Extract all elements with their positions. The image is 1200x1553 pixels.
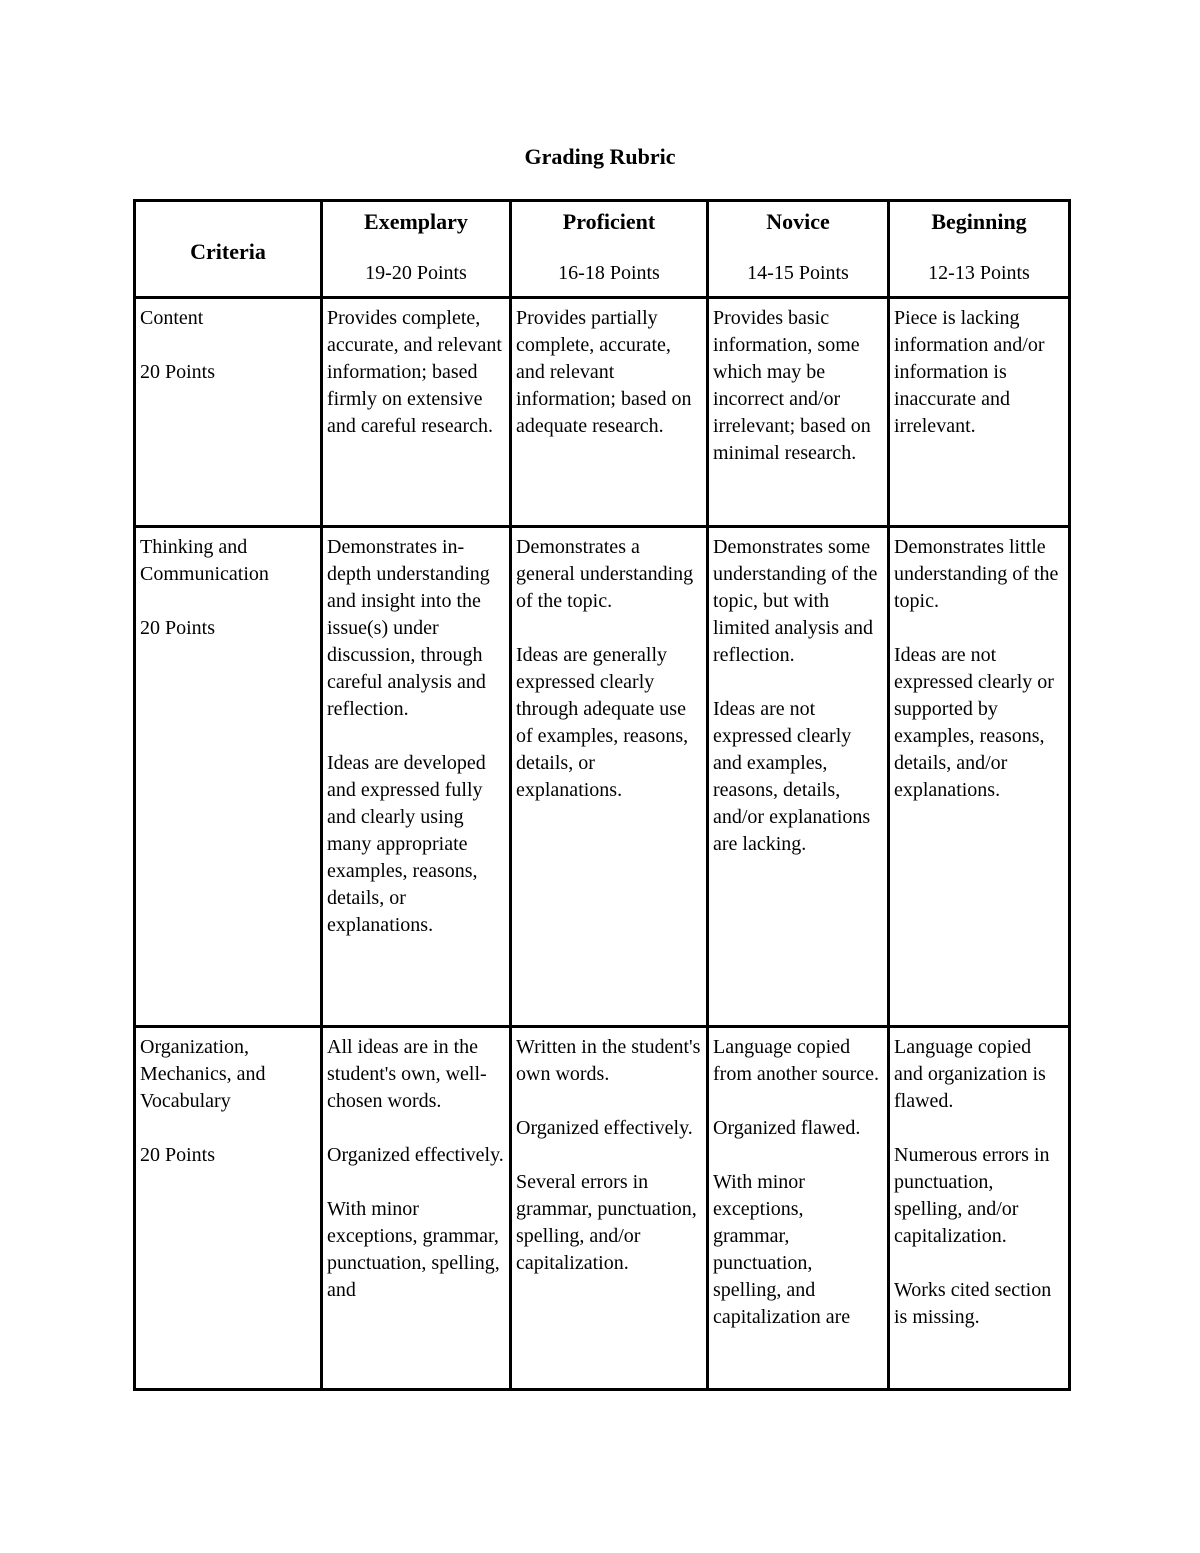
- page-title: Grading Rubric: [524, 144, 676, 169]
- level-points: 14-15 Points: [747, 262, 849, 284]
- level-name: Novice: [766, 209, 830, 234]
- criteria-name: Organization, Mechanics, and Vocabulary: [140, 1036, 266, 1112]
- rubric-cell: [322, 527, 511, 1027]
- criteria-cell: [135, 298, 322, 527]
- rubric-cell: [511, 1027, 708, 1390]
- cell-text: Ideas are not expressed clearly and examples, reasons, details, and/or explanations are lacking.: [713, 698, 871, 855]
- cell-text: With minor exceptions, grammar, punctuation, spelling, and: [327, 1198, 500, 1301]
- rubric-cell: [322, 1027, 511, 1390]
- criteria-header: [135, 201, 322, 298]
- level-points: 12-13 Points: [928, 262, 1030, 284]
- rubric-cell: [708, 1027, 889, 1390]
- cell-text: Organized effectively.: [327, 1144, 504, 1166]
- rubric-cell: [511, 298, 708, 527]
- criteria-header-label: Criteria: [190, 239, 266, 264]
- rubric-cell: [708, 298, 889, 527]
- cell-text: Demonstrates little understanding of the topic.: [894, 536, 1059, 612]
- rubric-row-content: [135, 298, 1070, 527]
- level-name: Proficient: [562, 209, 656, 234]
- rubric-cell: [708, 527, 889, 1027]
- cell-text: Provides complete, accurate, and relevant information; based firmly on extensive and careful research.: [327, 307, 502, 437]
- cell-text: Written in the student's own words.: [516, 1036, 701, 1085]
- rubric-cell: [889, 298, 1070, 527]
- criteria-points: 20 Points: [140, 361, 216, 383]
- level-points: 16-18 Points: [558, 262, 660, 284]
- cell-text: Language copied from another source.: [713, 1036, 880, 1085]
- level-header-beginning: [889, 201, 1070, 298]
- rubric-cell: [889, 1027, 1070, 1390]
- cell-text: Demonstrates some understanding of the topic, but with limited analysis and reflection.: [713, 536, 878, 666]
- cell-text: Several errors in grammar, punctuation, spelling, and/or capitalization.: [516, 1171, 697, 1274]
- level-name: Beginning: [931, 209, 1027, 234]
- rubric-cell: [511, 527, 708, 1027]
- cell-text: Demonstrates in-depth understanding and insight into the issue(s) under discussion, through careful analysis and reflection.: [327, 536, 490, 720]
- rubric-table: [133, 199, 1071, 1391]
- criteria-points: 20 Points: [140, 617, 216, 639]
- cell-text: Organized effectively.: [516, 1117, 693, 1139]
- level-points: 19-20 Points: [365, 262, 467, 284]
- cell-text: Works cited section is missing.: [894, 1279, 1052, 1328]
- level-header-novice: [708, 201, 889, 298]
- rubric-row-organization: [135, 1027, 1070, 1390]
- cell-text: Piece is lacking information and/or information is inaccurate and irrelevant.: [894, 307, 1045, 437]
- cell-text: All ideas are in the student's own, well-chosen words.: [327, 1036, 487, 1112]
- cell-text: Demonstrates a general understanding of the topic.: [516, 536, 694, 612]
- cell-text: Language copied and organization is flawed.: [894, 1036, 1046, 1112]
- rubric-cell: [889, 527, 1070, 1027]
- criteria-name: Thinking and Communication: [140, 536, 269, 585]
- cell-text: Provides basic information, some which may be incorrect and/or irrelevant; based on minimal research.: [713, 307, 871, 464]
- cell-text: Ideas are not expressed clearly or supported by examples, reasons, details, and/or explanations.: [894, 644, 1054, 801]
- rubric-row-thinking: [135, 527, 1070, 1027]
- cell-text: Ideas are generally expressed clearly through adequate use of examples, reasons, details, or explanations.: [516, 644, 689, 801]
- criteria-cell: [135, 527, 322, 1027]
- criteria-cell: [135, 1027, 322, 1390]
- cell-text: Ideas are developed and expressed fully and clearly using many appropriate examples, reasons, details, or explanations.: [327, 752, 486, 936]
- criteria-points: 20 Points: [140, 1144, 216, 1166]
- cell-text: Provides partially complete, accurate, and relevant information; based on adequate research.: [516, 307, 692, 437]
- cell-text: Organized flawed.: [713, 1117, 861, 1139]
- cell-text: Numerous errors in punctuation, spelling, and/or capitalization.: [894, 1144, 1050, 1247]
- criteria-name: Content: [140, 307, 204, 329]
- cell-text: With minor exceptions, grammar, punctuation, spelling, and capitalization are: [713, 1171, 851, 1328]
- rubric-cell: [322, 298, 511, 527]
- level-header-proficient: [511, 201, 708, 298]
- level-name: Exemplary: [364, 209, 468, 234]
- header-row: [135, 201, 1070, 298]
- level-header-exemplary: [322, 201, 511, 298]
